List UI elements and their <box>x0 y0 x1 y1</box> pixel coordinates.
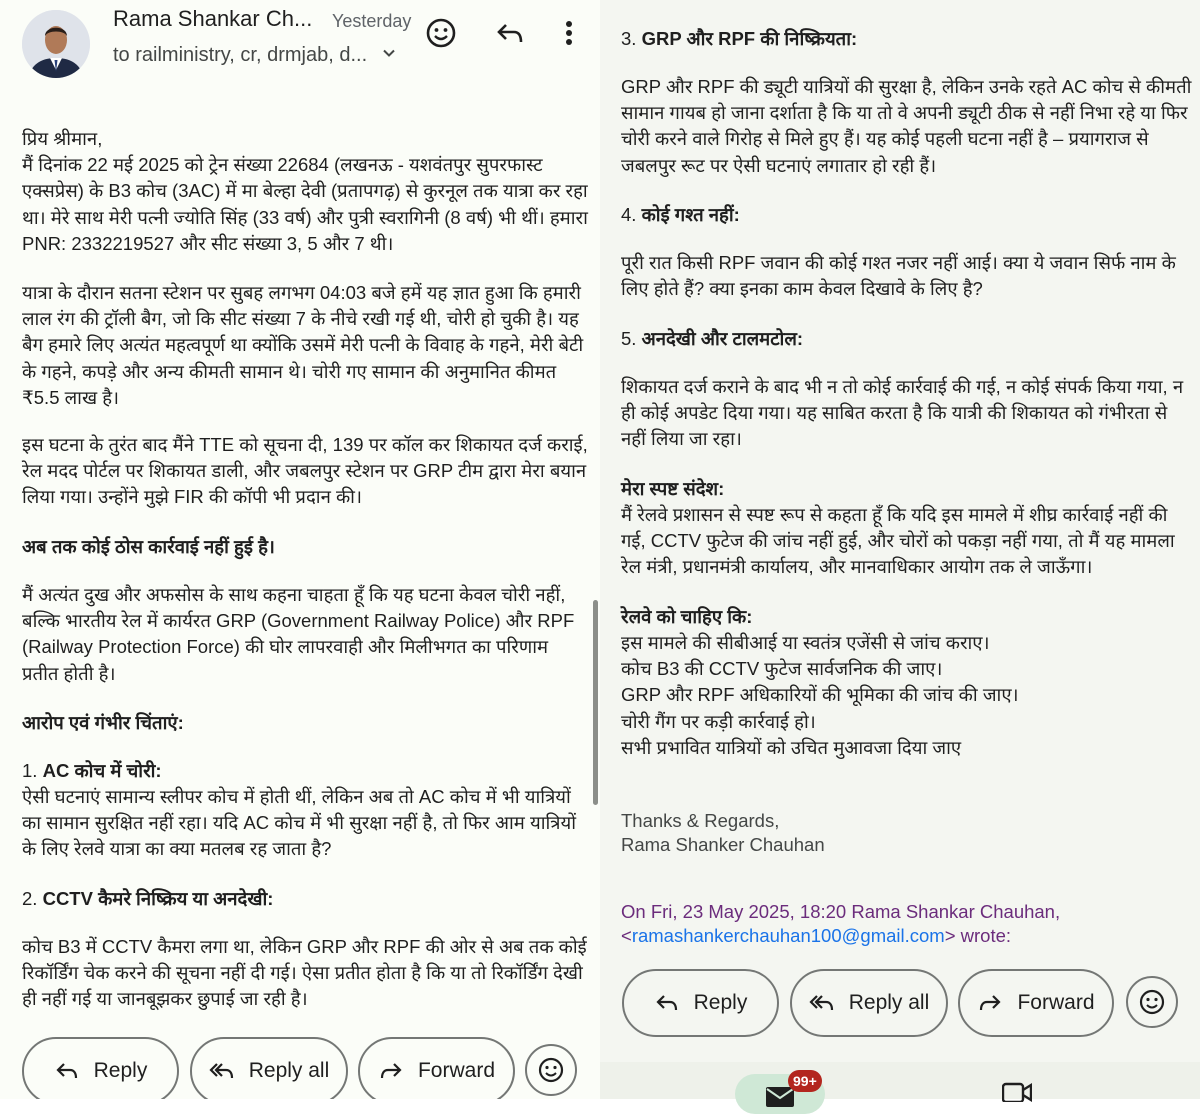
signature-greeting: Thanks & Regards, <box>621 810 780 831</box>
meet-icon[interactable] <box>1002 1082 1032 1107</box>
heading-text: GRP और RPF की निष्क्रियता: <box>641 28 858 49</box>
quote-lt: < <box>621 925 632 946</box>
heading-allegations: आरोप एवं गंभीर चिंताएं: <box>22 712 184 733</box>
reply-label: Reply <box>693 991 748 1014</box>
demands-list <box>621 630 1193 761</box>
recipients-text[interactable]: to railministry, cr, drmjab, d... <box>113 44 368 66</box>
unread-badge: 99+ <box>788 1070 822 1092</box>
paragraph-ac-theft: ऐसी घटनाएं सामान्य स्लीपर कोच में होती थीं, लेकिन अब तो AC कोच में भी यात्रियों का सामान सुरक्षित नहीं रहा। यदि AC कोच में भी सुरक्षा नहीं है, तो फिर आम यात्रियों के लिए रेलवे यात्रा का क्या मतलब रह जाता है? <box>22 786 577 860</box>
paragraph-cctv: कोच B3 में CCTV कैमरा लगा था, लेकिन GRP और RPF की ओर से अब तक कोई रिकॉर्डिंग चेक करने की सूचना नहीं दी गई। ऐसा प्रतीत होता है कि या तो रिकॉर्डिंग देखी ही नहीं गई या जानबूझकर छुपाई जा रही है। <box>22 936 587 1010</box>
heading-clear-message: मेरा स्पष्ट संदेश: <box>621 478 725 499</box>
quote-wrote: > wrote: <box>944 925 1012 946</box>
chevron-down-icon[interactable] <box>381 44 397 67</box>
sender-name[interactable]: Rama Shankar Ch... <box>113 6 313 31</box>
list-item: चोरी गैंग पर कड़ी कार्रवाई हो। <box>621 710 816 732</box>
paragraph-no-patrol: पूरी रात किसी RPF जवान की कोई गश्त नजर नहीं आई। क्या ये जवान सिर्फ नाम के लिए होते हैं? क्या इनका काम केवल दिखावे के लिए है? <box>621 252 1176 300</box>
paragraph-complaint: इस घटना के तुरंत बाद मैंने TTE को सूचना दी, 139 पर कॉल कर शिकायत दर्ज कराई, रेल मदद पोर्टल पर शिकायत डाली, और जबलपुर स्टेशन पर GRP टीम द्वारा मेरा बयान लिया गया। उन्होंने मुझे FIR की कॉपी भी प्रदान की। <box>22 434 588 508</box>
list-item: GRP और RPF अधिकारियों की भूमिका की जांच की जाए। <box>621 684 1019 706</box>
heading-number: 2. <box>22 888 43 909</box>
sender-email-link[interactable]: ramashankerchauhan100@gmail.com <box>631 925 945 946</box>
quote-email-line <box>621 924 1181 948</box>
paragraph-intro: प्रिय श्रीमान, मैं दिनांक 22 मई 2025 को ट्रेन संख्या 22684 (लखनऊ - यशवंतपुर सुपरफास्ट एक्सप्रेस) के B3 कोच (3AC) में मा बेल्हा देवी (प्रतापगढ़) से कुरनूल तक यात्रा कर रहा था। मेरे साथ मेरी पत्नी ज्योति सिंह (33 वर्ष) और पुत्री स्वरागिनी (8 वर्ष) भी थीं। हमारा PNR: 2332219527 और सीट संख्या 3, 5 और 7 थी। <box>22 128 588 254</box>
heading-text: कोई गश्त नहीं: <box>641 204 740 225</box>
heading-number: 3. <box>621 28 642 49</box>
forward-button[interactable] <box>358 1037 515 1099</box>
heading-number: 1. <box>22 760 43 781</box>
heading-number: 5. <box>621 328 642 349</box>
heading-cctv <box>22 886 588 912</box>
heading-inactivity <box>621 26 1193 52</box>
heading-text: अनदेखी और टालमटोल: <box>641 328 804 349</box>
emoji-icon <box>1137 987 1167 1017</box>
react-emoji-button[interactable] <box>1126 976 1178 1028</box>
list-item: सभी प्रभावित यात्रियों को उचित मुआवजा दिया जाए <box>621 736 962 758</box>
sender-avatar[interactable] <box>22 10 90 78</box>
forward-button[interactable] <box>958 969 1114 1037</box>
reply-icon <box>54 1058 80 1084</box>
forward-label: Forward <box>1017 991 1095 1014</box>
signature-name: Rama Shanker Chauhan <box>621 834 825 855</box>
reply-all-icon <box>809 990 835 1016</box>
forward-icon <box>378 1058 404 1084</box>
quoted-header <box>621 900 1181 948</box>
forward-icon <box>977 990 1003 1016</box>
heading-no-patrol <box>621 202 1193 228</box>
heading-text: AC कोच में चोरी: <box>42 760 162 781</box>
heading-text: CCTV कैमरे निष्क्रिय या अनदेखी: <box>42 888 274 909</box>
list-item: इस मामले की सीबीआई या स्वतंत्र एजेंसी से जांच कराए। <box>621 632 990 653</box>
reply-button[interactable] <box>622 969 779 1037</box>
react-emoji-button[interactable] <box>525 1044 577 1096</box>
scrollbar-thumb[interactable] <box>593 600 598 805</box>
paragraph-inactivity: GRP और RPF की ड्यूटी यात्रियों की सुरक्षा है, लेकिन उनके रहते AC कोच से कीमती सामान गायब हो जाना दर्शाता है कि या तो वे अपनी ड्यूटी ठीक से नहीं निभा रहे या फिर चोरी करने वाले गिरोह से मिले हुए हैं। यह कोई पहली घटना नहीं है – प्रयागराज से जबलपुर रूट पर ऐसी घटनाएं लगातार हो रही हैं। <box>621 76 1192 176</box>
reply-button[interactable] <box>22 1037 179 1099</box>
paragraph-neglect: शिकायत दर्ज कराने के बाद भी न तो कोई कार्रवाई की गई, न कोई संपर्क किया गया, न ही कोई अपडेट दिया गया। यह साबित करता है कि यात्री की शिकायत को गंभीरता से नहीं लिया जा रहा। <box>621 376 1184 450</box>
heading-number: 4. <box>621 204 642 225</box>
paragraph-incident: यात्रा के दौरान सतना स्टेशन पर सुबह लगभग 04:03 बजे हमें यह ज्ञात हुआ कि हमारी लाल रंग की ट्रॉली बैग, जो कि सीट संख्या 7 के नीचे रखी गई थी, चोरी हो चुकी है। यह बैग हमारे लिए अत्यंत महत्वपूर्ण था क्योंकि उसमें मेरी पत्नी के विवाह के गहने, मेरी बेटी के गहने, कपड़े और अन्य कीमती सामान थे। चोरी गए सामान की अनुमानित कीमत ₹5.5 लाख है। <box>22 282 584 408</box>
more-vert-icon[interactable] <box>552 16 586 50</box>
emoji-icon <box>536 1055 566 1085</box>
forward-label: Forward <box>417 1059 496 1082</box>
heading-ac-theft <box>22 758 588 784</box>
reply-icon[interactable] <box>493 16 527 50</box>
timestamp: Yesterday <box>332 11 412 31</box>
reply-all-icon <box>209 1058 235 1084</box>
bottom-nav-bar <box>600 1062 1200 1099</box>
emoji-icon[interactable] <box>424 16 458 50</box>
heading-no-action: अब तक कोई ठोस कार्रवाई नहीं हुई है। <box>22 536 275 557</box>
quote-date-line: On Fri, 23 May 2025, 18:20 Rama Shankar Chauhan, <box>621 901 1061 922</box>
reply-all-button[interactable] <box>790 969 948 1037</box>
reply-all-label: Reply all <box>248 1059 330 1082</box>
reply-icon <box>654 990 680 1016</box>
paragraph-negligence: मैं अत्यंत दुख और अफसोस के साथ कहना चाहता हूँ कि यह घटना केवल चोरी नहीं, बल्कि भारतीय रेल में कार्यरत GRP (Government Railway Police) और RPF (Railway Protection Force) की घोर लापरवाही और मिलीभगत का परिणाम प्रतीत होती है। <box>22 584 575 684</box>
mail-icon <box>765 1086 795 1108</box>
heading-neglect <box>621 326 1193 352</box>
paragraph-clear-message: मैं रेलवे प्रशासन से स्पष्ट रूप से कहता हूँ कि यदि इस मामले में शीघ्र कार्रवाई नहीं की गई, CCTV फुटेज की जांच नहीं हुई, और चोरों को पकड़ा नहीं गया, तो मैं यह मामला रेल मंत्री, प्रधानमंत्री कार्यालय, और मानवाधिकार आयोग तक ले जाऊँगा। <box>621 504 1175 578</box>
recipients-line[interactable] <box>113 44 397 67</box>
email-left-panel <box>0 0 600 1099</box>
heading-demands: रेलवे को चाहिए कि: <box>621 606 753 627</box>
list-item: कोच B3 की CCTV फुटेज सार्वजनिक की जाए। <box>621 658 943 680</box>
reply-label: Reply <box>93 1059 148 1082</box>
reply-all-button[interactable] <box>190 1037 348 1099</box>
reply-all-label: Reply all <box>848 991 930 1014</box>
